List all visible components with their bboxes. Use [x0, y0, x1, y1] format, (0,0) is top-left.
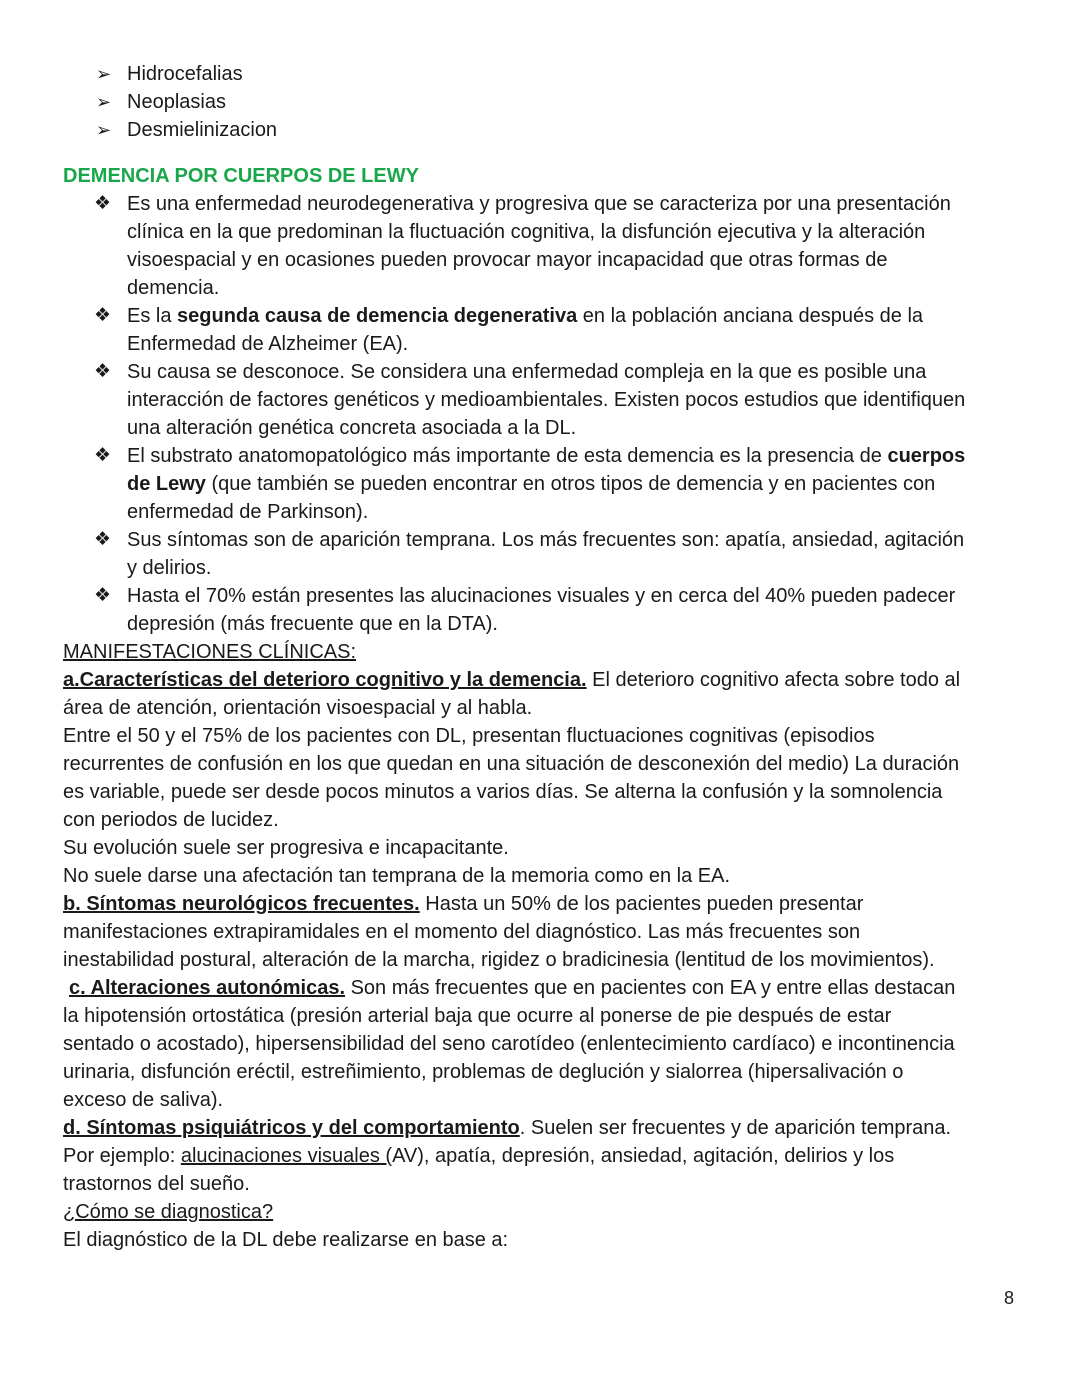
lewy-bullet-list	[63, 190, 1023, 638]
document-page	[63, 60, 1023, 1254]
diamond-bullet-icon: ❖	[94, 361, 112, 382]
list-item: ➢ Desmielinizacion	[63, 116, 1023, 144]
page-number: 8	[1004, 1288, 1015, 1308]
section-heading: DEMENCIA POR CUERPOS DE LEWY	[63, 165, 419, 187]
list-item: ❖ Hasta el 70% están presentes las alucinaciones visuales y en cerca del 40% pueden padecer depresión (más frecuente que en la DTA).	[63, 582, 1023, 638]
section-b: b. Síntomas neurológicos frecuentes. Hasta un 50% de los pacientes pueden presentar manifestaciones extrapiramidales en el momento del diagnóstico. Las más frecuentes son inestabilidad postural, alteración de la marcha, rigidez o bradicinesia (lentitud de los movimientos).	[63, 893, 935, 971]
arrow-bullet-icon: ➢	[96, 92, 112, 112]
section-b-title: b. Síntomas neurológicos frecuentes.	[63, 893, 420, 915]
section-a-title: a.Características del deterioro cognitivo y la demencia.	[63, 669, 587, 691]
section-a: a.Características del deterioro cognitivo y la demencia. El deterioro cognitivo afecta sobre todo al área de atención, orientación visoespacial y al habla. Entre el 50 y el 75% de los pacientes con DL, presentan fluctuaciones cognitivas (episodios recurrentes de confusión en los que quedan en una situación de desconexión del medio) La duración es variable, puede ser desde pocos minutos a varios días. Se alterna la confusión y la somnolencia con periodos de lucidez. Su evolución suele ser progresiva e incapacitante. No suele darse una afectación tan temprana de la memoria como en la EA.	[63, 669, 961, 887]
arrow-bullet-icon: ➢	[96, 120, 112, 140]
manifestaciones-heading: MANIFESTACIONES CLÍNICAS:	[63, 641, 357, 663]
list-item: ❖ El substrato anatomopatológico más importante de esta demencia es la presencia de cuerpos de Lewy (que también se pueden encontrar en otros tipos de demencia y en pacientes con enfermedad de Parkinson).	[63, 442, 1023, 526]
diamond-bullet-icon: ❖	[94, 445, 112, 466]
list-item: ➢ Hidrocefalias	[63, 60, 1023, 88]
list-item: ❖ Su causa se desconoce. Se considera una enfermedad compleja en la que es posible una interacción de factores genéticos y medioambientales. Existen pocos estudios que identifiquen una alteración genética concreta asociada a la DL.	[63, 358, 1023, 442]
section-d-title: d. Síntomas psiquiátricos y del comportamiento	[63, 1117, 520, 1139]
section-d: d. Síntomas psiquiátricos y del comportamiento. Suelen ser frecuentes y de aparición temprana. Por ejemplo: alucinaciones visuales (AV), apatía, depresión, ansiedad, agitación, delirios y los trastornos del sueño.	[63, 1117, 952, 1195]
diagnostico-heading: ¿Cómo se diagnostica?	[63, 1201, 274, 1223]
section-c: c. Alteraciones autonómicas. Son más frecuentes que en pacientes con EA y entre ellas destacan la hipotensión ortostática (presión arterial baja que ocurre al ponerse de pie después de estar sentado o acostado), hipersensibilidad del seno carotídeo (enlentecimiento cardíaco) e incontinencia urinaria, disfunción eréctil, estreñimiento, problemas de deglución y sialorrea (hipersalivación o exceso de saliva).	[63, 977, 956, 1111]
list-item: ❖ Es una enfermedad neurodegenerativa y progresiva que se caracteriza por una presentación clínica en la que predominan la fluctuación cognitiva, la disfunción ejecutiva y la alteración visoespacial y en ocasiones pueden provocar mayor incapacidad que otras formas de demencia.	[63, 190, 1023, 302]
list-item: ❖ Es la segunda causa de demencia degenerativa en la población anciana después de la Enfermedad de Alzheimer (EA).	[63, 302, 1023, 358]
arrow-bullet-icon: ➢	[96, 64, 112, 84]
diamond-bullet-icon: ❖	[94, 193, 112, 214]
list-item: ❖ Sus síntomas son de aparición temprana. Los más frecuentes son: apatía, ansiedad, agitación y delirios.	[63, 526, 1023, 582]
diamond-bullet-icon: ❖	[94, 305, 112, 326]
top-arrow-list	[63, 60, 1023, 144]
diamond-bullet-icon: ❖	[94, 529, 112, 550]
diagnostico-text: El diagnóstico de la DL debe realizarse en base a:	[63, 1229, 509, 1251]
list-item: ➢ Neoplasias	[63, 88, 1023, 116]
diamond-bullet-icon: ❖	[94, 585, 112, 606]
section-c-title: c. Alteraciones autonómicas.	[69, 977, 346, 999]
